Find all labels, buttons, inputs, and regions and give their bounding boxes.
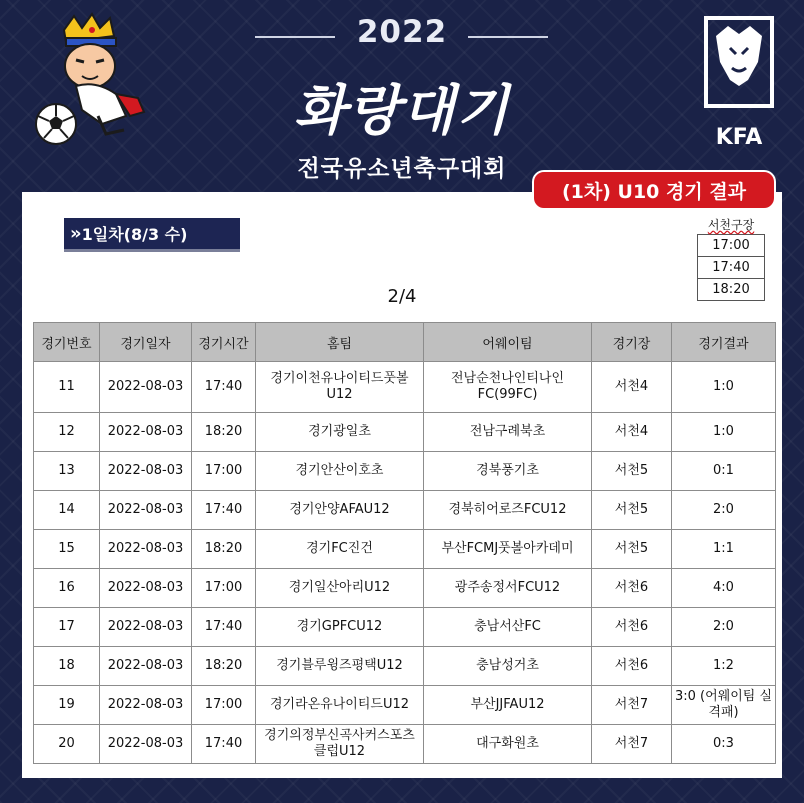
cell-time: 17:40 (192, 608, 256, 647)
cell-home-team: 경기광일초 (256, 413, 424, 452)
cell-away-team: 전남구례북초 (424, 413, 592, 452)
cell-match-no: 15 (34, 530, 100, 569)
results-table (33, 322, 776, 764)
cell-time: 18:20 (192, 647, 256, 686)
cell-venue: 서천7 (592, 686, 672, 725)
table-row (34, 647, 776, 686)
cell-home-team: 경기안양AFAU12 (256, 491, 424, 530)
cell-home-team: 경기의정부신곡사커스포츠클럽U12 (256, 725, 424, 764)
cell-match-no: 20 (34, 725, 100, 764)
venue-title: 서천구장 (707, 218, 755, 232)
cell-venue: 서천6 (592, 569, 672, 608)
cell-date: 2022-08-03 (100, 608, 192, 647)
result-title-badge: (1차) U10 경기 결과 (532, 170, 776, 210)
cell-away-team: 경북풍기초 (424, 452, 592, 491)
day-badge (64, 218, 240, 252)
venue-time: 18:20 (697, 279, 765, 301)
tournament-logo-text: 화랑대기 (293, 78, 511, 142)
double-chevron-right-icon: » (70, 223, 78, 244)
cell-result: 1:0 (672, 413, 776, 452)
column-header-venue: 경기장 (592, 323, 672, 362)
column-header-result: 경기결과 (672, 323, 776, 362)
cell-date: 2022-08-03 (100, 452, 192, 491)
column-header-date: 경기일자 (100, 323, 192, 362)
tournament-subtitle: 전국유소년축구대회 (297, 156, 507, 182)
cell-match-no: 11 (34, 362, 100, 413)
table-row (34, 608, 776, 647)
venue-time: 17:00 (697, 234, 765, 257)
cell-venue: 서천7 (592, 725, 672, 764)
cell-home-team: 경기라온유나이티드U12 (256, 686, 424, 725)
cell-venue: 서천5 (592, 452, 672, 491)
cell-date: 2022-08-03 (100, 413, 192, 452)
cell-match-no: 19 (34, 686, 100, 725)
cell-home-team: 경기일산아리U12 (256, 569, 424, 608)
cell-match-no: 12 (34, 413, 100, 452)
cell-result: 2:0 (672, 608, 776, 647)
cell-time: 18:20 (192, 530, 256, 569)
cell-result: 4:0 (672, 569, 776, 608)
cell-venue: 서천5 (592, 491, 672, 530)
column-header-away: 어웨이팀 (424, 323, 592, 362)
cell-time: 17:00 (192, 452, 256, 491)
table-row (34, 362, 776, 413)
cell-home-team: 경기FC진건 (256, 530, 424, 569)
year-title: 2022 (356, 14, 448, 50)
table-row (34, 725, 776, 764)
cell-date: 2022-08-03 (100, 491, 192, 530)
cell-result: 0:1 (672, 452, 776, 491)
venue-time: 17:40 (697, 257, 765, 279)
cell-away-team: 부산JJFAU12 (424, 686, 592, 725)
cell-result: 1:1 (672, 530, 776, 569)
cell-match-no: 13 (34, 452, 100, 491)
cell-time: 17:00 (192, 569, 256, 608)
cell-away-team: 충남서산FC (424, 608, 592, 647)
cell-away-team: 광주송정서FCU12 (424, 569, 592, 608)
cell-time: 18:20 (192, 413, 256, 452)
cell-venue: 서천6 (592, 608, 672, 647)
cell-result: 3:0 (어웨이팀 실격패) (672, 686, 776, 725)
cell-match-no: 16 (34, 569, 100, 608)
cell-home-team: 경기이천유나이티드풋볼U12 (256, 362, 424, 413)
cell-date: 2022-08-03 (100, 686, 192, 725)
year-line-right (468, 36, 548, 38)
day-badge-label: 1일차(8/3 수) (81, 225, 188, 244)
cell-venue: 서천4 (592, 362, 672, 413)
cell-date: 2022-08-03 (100, 530, 192, 569)
cell-away-team: 부산FCMJ풋볼아카데미 (424, 530, 592, 569)
table-header-row (34, 323, 776, 362)
kfa-emblem-icon (702, 14, 776, 154)
cell-result: 0:3 (672, 725, 776, 764)
cell-venue: 서천5 (592, 530, 672, 569)
cell-home-team: 경기블루윙즈평택U12 (256, 647, 424, 686)
cell-away-team: 전남순천나인티나인FC(99FC) (424, 362, 592, 413)
table-row (34, 686, 776, 725)
cell-match-no: 17 (34, 608, 100, 647)
page-indicator: 2/4 (387, 286, 417, 307)
cell-time: 17:40 (192, 725, 256, 764)
cell-result: 2:0 (672, 491, 776, 530)
cell-date: 2022-08-03 (100, 569, 192, 608)
kfa-label: KFA (715, 125, 763, 150)
cell-away-team: 경북히어로즈FCU12 (424, 491, 592, 530)
cell-date: 2022-08-03 (100, 362, 192, 413)
cell-time: 17:00 (192, 686, 256, 725)
cell-venue: 서천4 (592, 413, 672, 452)
cell-venue: 서천6 (592, 647, 672, 686)
cell-result: 1:0 (672, 362, 776, 413)
cell-time: 17:40 (192, 362, 256, 413)
cell-home-team: 경기GPFCU12 (256, 608, 424, 647)
cell-match-no: 14 (34, 491, 100, 530)
cell-match-no: 18 (34, 647, 100, 686)
cell-date: 2022-08-03 (100, 647, 192, 686)
cell-home-team: 경기안산이호초 (256, 452, 424, 491)
table-row (34, 491, 776, 530)
cell-away-team: 대구화원초 (424, 725, 592, 764)
table-row (34, 452, 776, 491)
column-header-match-no: 경기번호 (34, 323, 100, 362)
column-header-time: 경기시간 (192, 323, 256, 362)
cell-result: 1:2 (672, 647, 776, 686)
cell-away-team: 충남성거초 (424, 647, 592, 686)
table-row (34, 530, 776, 569)
table-row (34, 569, 776, 608)
cell-date: 2022-08-03 (100, 725, 192, 764)
cell-time: 17:40 (192, 491, 256, 530)
column-header-home: 홈팀 (256, 323, 424, 362)
table-row (34, 413, 776, 452)
